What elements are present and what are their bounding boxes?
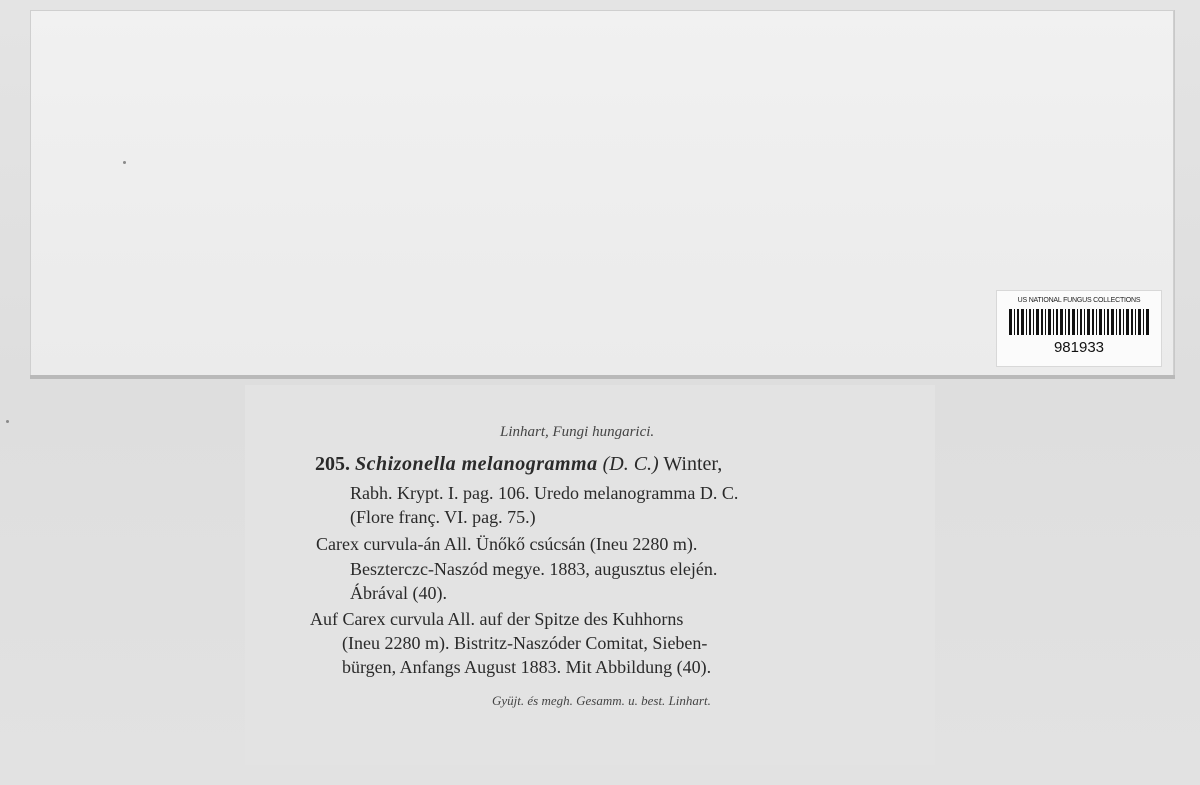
german-locality-2: (Ineu 2280 m). Bistritz-Naszóder Comitat, Sieben- (342, 633, 708, 653)
taxon-line (315, 453, 722, 476)
german-locality: Auf Carex curvula All. auf der Spitze des Kuhhorns (310, 609, 684, 629)
collector-note: Gyüjt. és megh. Gesamm. u. best. (492, 693, 666, 708)
german-locality-3: bürgen, Anfangs August 1883. Mit Abbildung (40). (342, 657, 712, 677)
taxon-author-basionym: (D. C.) (602, 453, 659, 475)
packet-edge (30, 375, 1175, 379)
entry-number: 205. (315, 453, 350, 475)
barcode-label (996, 290, 1162, 367)
taxon-author: Winter, (663, 453, 723, 475)
hungarian-locality: Carex curvula-án All. Ünőkő csúcsán (Ineu 2280 m). (316, 534, 698, 554)
label-header: Linhart, Fungi hungarici. (500, 424, 655, 440)
collector-name: Linhart. (668, 693, 711, 708)
speck (123, 161, 126, 164)
barcode-number: 981933 (1053, 339, 1105, 356)
reference-line: Rabh. Krypt. I. pag. 106. Uredo melanogramma D. C. (350, 483, 739, 503)
hungarian-locality-2: Beszterczc-Naszód megye. 1883, augusztus elején. (350, 559, 718, 579)
collector-line (492, 693, 711, 709)
reference-line-2: (Flore franç. VI. pag. 75.) (350, 507, 536, 527)
barcode-image (1009, 309, 1149, 335)
hungarian-locality-3: Ábrával (40). (350, 583, 447, 603)
speck (6, 420, 9, 423)
barcode-organization: US NATIONAL FUNGUS COLLECTIONS (1017, 297, 1141, 304)
taxon-name: Schizonella melanogramma (355, 453, 598, 475)
